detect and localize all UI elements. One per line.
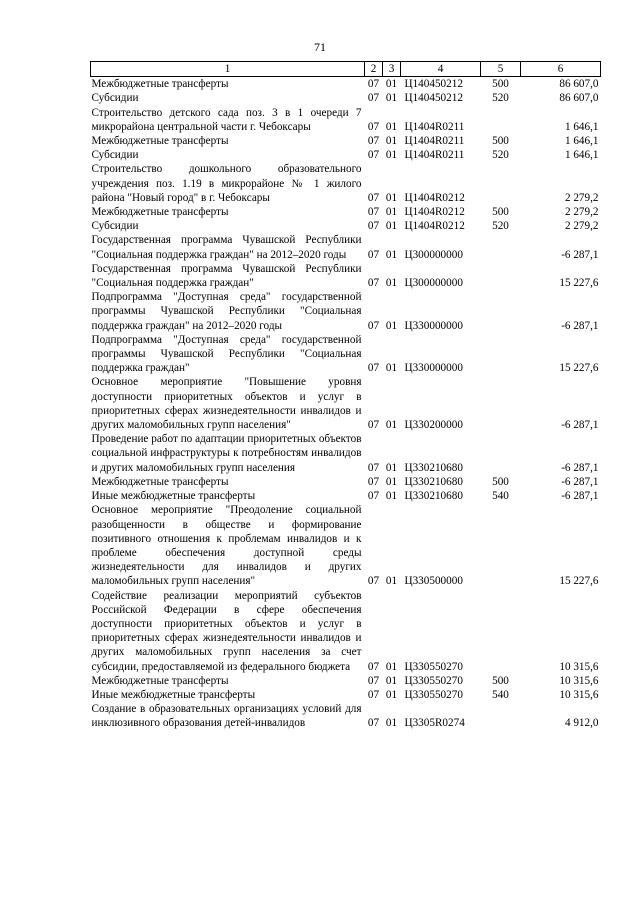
table-row — [91, 162, 601, 205]
table-row — [91, 219, 601, 233]
row-name: Межбюджетные трансферты — [91, 78, 229, 91]
row-section: 07 — [367, 362, 380, 375]
row-name: Строительство дошкольного образовательного учреждения поз. 1.19 в микрорайоне № 1 жилого района "Новый город" в г. Чебоксары — [91, 163, 362, 204]
row-subsection: 01 — [385, 149, 398, 162]
row-subsection: 01 — [385, 206, 398, 219]
row-expense-type — [481, 262, 521, 290]
row-section: 07 — [367, 575, 380, 588]
table-row — [91, 134, 601, 148]
table-row — [91, 106, 601, 134]
row-section: 07 — [367, 92, 380, 105]
table-row — [91, 702, 601, 730]
table-row — [91, 432, 601, 475]
table-row — [91, 262, 601, 290]
row-expense-type: 540 — [492, 688, 509, 701]
row-amount: -6 287,1 — [561, 319, 599, 332]
row-expense-type — [481, 106, 521, 134]
table-row — [91, 148, 601, 162]
table-row — [91, 77, 601, 92]
table-row — [91, 475, 601, 489]
row-target-code: Ц330550270 — [404, 660, 463, 673]
row-subsection: 01 — [385, 319, 398, 332]
row-target-code: Ц330500000 — [404, 575, 463, 588]
row-amount: 15 227,6 — [559, 277, 599, 290]
row-amount: 10 315,6 — [559, 688, 599, 701]
row-subsection: 01 — [385, 717, 398, 730]
row-target-code: Ц330000000 — [404, 319, 463, 332]
row-section: 07 — [367, 688, 380, 701]
budget-table — [90, 61, 601, 731]
row-amount: 2 279,2 — [564, 191, 599, 204]
table-row — [91, 205, 601, 219]
row-subsection: 01 — [385, 419, 398, 432]
header-col-6: 6 — [521, 62, 601, 77]
row-subsection: 01 — [385, 575, 398, 588]
row-subsection: 01 — [385, 688, 398, 701]
row-target-code: Ц1404R0211 — [404, 120, 465, 133]
row-target-code: Ц300000000 — [404, 248, 463, 261]
row-name: Иные межбюджетные трансферты — [91, 490, 256, 503]
row-target-code: Ц330200000 — [404, 419, 463, 432]
row-expense-type: 500 — [492, 135, 509, 148]
row-amount: 2 279,2 — [564, 206, 599, 219]
table-row — [91, 375, 601, 432]
row-section: 07 — [367, 490, 380, 503]
row-subsection: 01 — [385, 660, 398, 673]
row-target-code: Ц1404R0212 — [404, 191, 465, 204]
row-expense-type — [481, 290, 521, 333]
row-name: Субсидии — [91, 92, 139, 105]
row-expense-type: 520 — [492, 92, 509, 105]
header-col-5: 5 — [481, 62, 521, 77]
row-section: 07 — [367, 120, 380, 133]
table-row — [91, 589, 601, 674]
table-row — [91, 233, 601, 261]
row-amount: -6 287,1 — [561, 461, 599, 474]
row-section: 07 — [367, 660, 380, 673]
row-section: 07 — [367, 674, 380, 687]
row-section: 07 — [367, 475, 380, 488]
table-row — [91, 290, 601, 333]
row-section: 07 — [367, 135, 380, 148]
row-expense-type: 500 — [492, 674, 509, 687]
row-section: 07 — [367, 78, 380, 91]
row-expense-type: 500 — [492, 475, 509, 488]
row-target-code: Ц140450212 — [404, 78, 463, 91]
row-expense-type: 520 — [492, 220, 509, 233]
row-subsection: 01 — [385, 220, 398, 233]
row-subsection: 01 — [385, 191, 398, 204]
row-expense-type — [481, 333, 521, 376]
table-row — [91, 503, 601, 588]
table-row — [91, 333, 601, 376]
row-section: 07 — [367, 717, 380, 730]
row-name: Основное мероприятие "Преодоление социальной разобщенности в обществе и формирование позитивного отношения к проблемам инвалидов и к проблеме обеспечения доступной среды жизнедеятельности для инвалидов и других маломобильных групп населения" — [91, 504, 362, 588]
row-target-code: Ц330210680 — [404, 475, 463, 488]
table-row — [91, 674, 601, 688]
header-col-4: 4 — [401, 62, 481, 77]
row-target-code: Ц330000000 — [404, 362, 463, 375]
row-amount: 4 912,0 — [564, 717, 599, 730]
row-amount: 86 607,0 — [559, 78, 599, 91]
row-amount: 10 315,6 — [559, 660, 599, 673]
row-amount: -6 287,1 — [561, 248, 599, 261]
page-number: 71 — [314, 40, 326, 54]
row-expense-type — [481, 162, 521, 205]
row-subsection: 01 — [385, 674, 398, 687]
row-target-code: Ц1404R0211 — [404, 135, 465, 148]
row-amount: 15 227,6 — [559, 362, 599, 375]
row-amount: -6 287,1 — [561, 475, 599, 488]
row-subsection: 01 — [385, 135, 398, 148]
row-name: Содействие реализации мероприятий субъектов Российской Федерации в сфере обеспечения доступности приоритетных объектов и услуг в приоритетных сферах жизнедеятельности инвалидов и других маломобильных групп населения за счет субсидии, предоставляемой из федерального бюджета — [91, 589, 362, 673]
table-row — [91, 91, 601, 105]
row-section: 07 — [367, 191, 380, 204]
row-target-code: Ц1404R0211 — [404, 149, 465, 162]
row-section: 07 — [367, 220, 380, 233]
row-target-code: Ц1404R0212 — [404, 206, 465, 219]
row-name: Подпрограмма "Доступная среда" государственной программы Чувашской Республики "Социальная поддержка граждан" на 2012–2020 годы — [91, 291, 362, 332]
row-subsection: 01 — [385, 475, 398, 488]
row-section: 07 — [367, 248, 380, 261]
row-name: Строительство детского сада поз. 3 в 1 очереди 7 микрорайона центральной части г. Чебоксары — [91, 106, 362, 133]
row-subsection: 01 — [385, 490, 398, 503]
row-subsection: 01 — [385, 78, 398, 91]
row-name: Создание в образовательных организациях условий для инклюзивного образования детей-инвалидов — [91, 703, 362, 730]
table-row — [91, 688, 601, 702]
row-amount: 15 227,6 — [559, 575, 599, 588]
table-row — [91, 489, 601, 503]
row-subsection: 01 — [385, 248, 398, 261]
row-expense-type — [481, 375, 521, 432]
row-subsection: 01 — [385, 92, 398, 105]
row-expense-type — [481, 503, 521, 588]
row-name: Проведение работ по адаптации приоритетных объектов социальной инфраструктуры к потребностям инвалидов и других маломобильных групп населения — [91, 433, 362, 474]
header-col-3: 3 — [383, 62, 401, 77]
row-section: 07 — [367, 319, 380, 332]
row-name: Субсидии — [91, 220, 139, 233]
row-name: Подпрограмма "Доступная среда" государственной программы Чувашской Республики "Социальная поддержка граждан" — [91, 333, 362, 375]
row-target-code: Ц1404R0212 — [404, 220, 465, 233]
row-target-code: Ц330550270 — [404, 674, 463, 687]
row-target-code: Ц330210680 — [404, 461, 463, 474]
row-expense-type — [481, 589, 521, 674]
row-expense-type — [481, 702, 521, 730]
row-target-code: Ц330550270 — [404, 688, 463, 701]
header-col-1: 1 — [91, 62, 365, 77]
row-amount: 86 607,0 — [559, 92, 599, 105]
row-name: Государственная программа Чувашской Республики "Социальная поддержка граждан" на 2012–2020 годы — [91, 234, 362, 261]
row-subsection: 01 — [385, 362, 398, 375]
row-amount: 1 646,1 — [564, 120, 599, 133]
row-amount: 1 646,1 — [564, 149, 599, 162]
row-section: 07 — [367, 206, 380, 219]
row-name: Основное мероприятие "Повышение уровня доступности приоритетных объектов и услуг в приоритетных сферах жизнедеятельности инвалидов и других маломобильных групп населения" — [91, 376, 362, 432]
row-section: 07 — [367, 461, 380, 474]
row-amount: -6 287,1 — [561, 419, 599, 432]
row-expense-type: 500 — [492, 206, 509, 219]
row-name: Межбюджетные трансферты — [91, 135, 229, 148]
row-name: Субсидии — [91, 149, 139, 162]
row-section: 07 — [367, 149, 380, 162]
row-target-code: Ц140450212 — [404, 92, 463, 105]
row-target-code: Ц3305R0274 — [404, 717, 465, 730]
row-expense-type: 520 — [492, 149, 509, 162]
row-target-code: Ц300000000 — [404, 277, 463, 290]
row-name: Иные межбюджетные трансферты — [91, 688, 256, 701]
row-name: Межбюджетные трансферты — [91, 475, 229, 488]
row-name: Межбюджетные трансферты — [91, 206, 229, 219]
row-expense-type: 500 — [492, 78, 509, 91]
row-amount: 1 646,1 — [564, 135, 599, 148]
header-col-2: 2 — [365, 62, 383, 77]
row-expense-type — [481, 233, 521, 261]
row-subsection: 01 — [385, 277, 398, 290]
row-expense-type — [481, 432, 521, 475]
header-row — [91, 62, 601, 77]
row-name: Государственная программа Чувашской Республики "Социальная поддержка граждан" — [91, 262, 362, 290]
row-amount: 2 279,2 — [564, 220, 599, 233]
table-body — [91, 77, 601, 731]
row-expense-type: 540 — [492, 490, 509, 503]
row-section: 07 — [367, 419, 380, 432]
row-amount: 10 315,6 — [559, 674, 599, 687]
row-target-code: Ц330210680 — [404, 490, 463, 503]
row-section: 07 — [367, 277, 380, 290]
row-subsection: 01 — [385, 461, 398, 474]
row-name: Межбюджетные трансферты — [91, 674, 229, 687]
row-amount: -6 287,1 — [561, 490, 599, 503]
row-subsection: 01 — [385, 120, 398, 133]
